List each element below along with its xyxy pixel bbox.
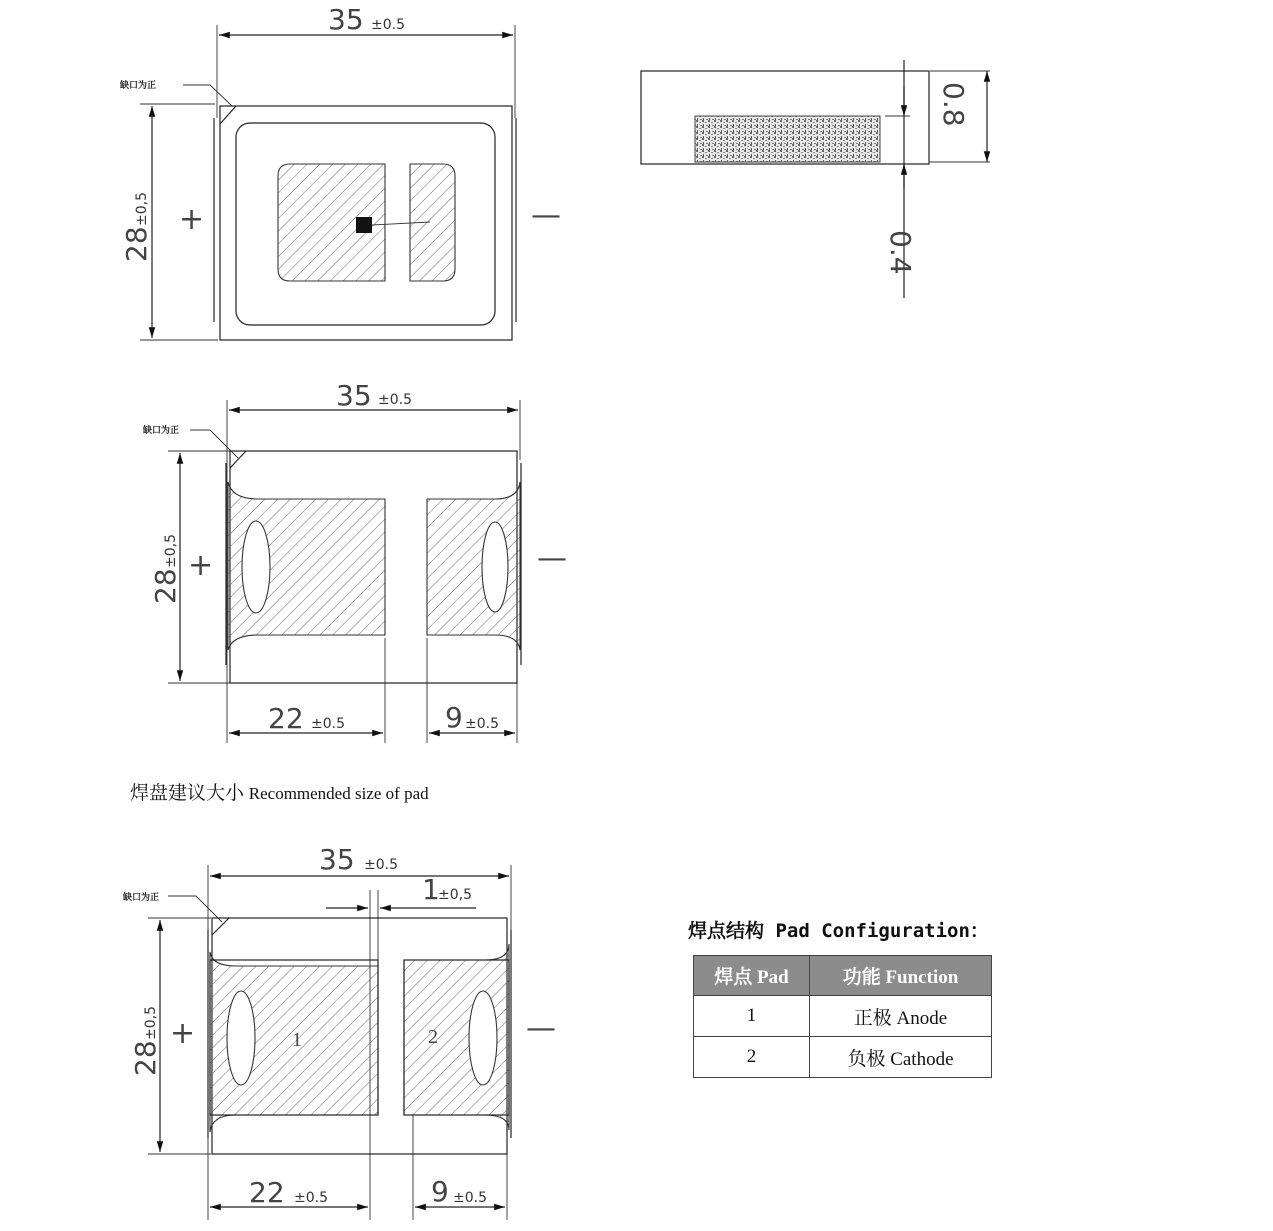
top-view [120, 3, 561, 340]
side-thickness-label: 0.8 [937, 82, 970, 127]
bottom-pad2-label: 9 [445, 701, 463, 734]
bottom-pad1-label: 22 [268, 702, 304, 735]
rec-width-label: 35 [319, 843, 355, 876]
bottom-view [143, 379, 567, 743]
top-height-label: 28 [120, 226, 153, 262]
rec-pad2-tol: ±0.5 [453, 1190, 487, 1206]
rec-pad1-tol: ±0.5 [294, 1190, 328, 1206]
row1-pad: 1 [694, 996, 810, 1037]
top-notch [220, 106, 236, 124]
side-offset-label: 0.4 [884, 230, 917, 275]
top-plus-sign: + [179, 202, 205, 237]
bottom-height-label: 28 [149, 568, 182, 604]
rec-height-label: 28 [129, 1040, 162, 1076]
bottom-width-label: 35 [336, 379, 372, 412]
header-function: 功能 Function [810, 956, 992, 996]
rec-minus-sign: — [526, 1011, 556, 1046]
table-row [694, 996, 992, 1037]
bottom-plus-sign: + [188, 548, 214, 583]
top-height-tol: ±0,5 [134, 192, 150, 226]
bottom-notch-note: 缺口为正 [143, 426, 180, 436]
table-header-row [694, 956, 992, 996]
rec-pad2-number: 2 [428, 1026, 438, 1048]
rec-plus-sign: + [170, 1016, 196, 1051]
recommended-pad-view [123, 843, 556, 1220]
bottom-pad1-tol: ±0.5 [311, 716, 345, 732]
led-chip [356, 217, 372, 233]
pad-configuration-table [693, 955, 992, 1078]
row1-function: 正极 Anode [810, 996, 992, 1037]
rec-pad1-number: 1 [292, 1029, 302, 1051]
top-width-tol: ±0.5 [371, 17, 405, 33]
rec-pad2-label: 9 [431, 1175, 449, 1208]
bottom-minus-sign: — [537, 541, 567, 576]
rec-pad2-via [469, 991, 497, 1085]
row2-pad: 2 [694, 1037, 810, 1078]
side-view [641, 60, 990, 298]
side-encapsulant [695, 116, 880, 162]
header-pad: 焊点 Pad [694, 956, 810, 996]
table-row [694, 1037, 992, 1078]
rec-gap-label: 1 [422, 873, 440, 906]
bottom-cathode-via [482, 522, 508, 612]
top-width-label: 35 [328, 3, 364, 36]
caption-cn: 焊盘建议大小 [130, 783, 245, 804]
rec-gap-tol: ±0,5 [438, 887, 472, 903]
rec-notch-note: 缺口为正 [123, 893, 160, 903]
pad-configuration-title: 焊点结构 Pad Configuration： [688, 920, 989, 942]
rec-pad1-label: 22 [249, 1176, 285, 1209]
bottom-width-tol: ±0.5 [378, 392, 412, 408]
recommended-pad-caption [130, 778, 429, 805]
row2-function: 负极 Cathode [810, 1037, 992, 1078]
rec-pad1-via [227, 991, 255, 1085]
bottom-pad2-tol: ±0.5 [465, 716, 499, 732]
bottom-height-tol: ±0,5 [163, 534, 179, 568]
top-notch-note: 缺口为正 [120, 81, 157, 91]
rec-width-tol: ±0.5 [364, 857, 398, 873]
rec-height-tol: ±0,5 [143, 1006, 159, 1040]
bottom-anode-via [242, 521, 270, 613]
top-minus-sign: — [531, 198, 561, 233]
caption-en: Recommended size of pad [248, 784, 429, 803]
